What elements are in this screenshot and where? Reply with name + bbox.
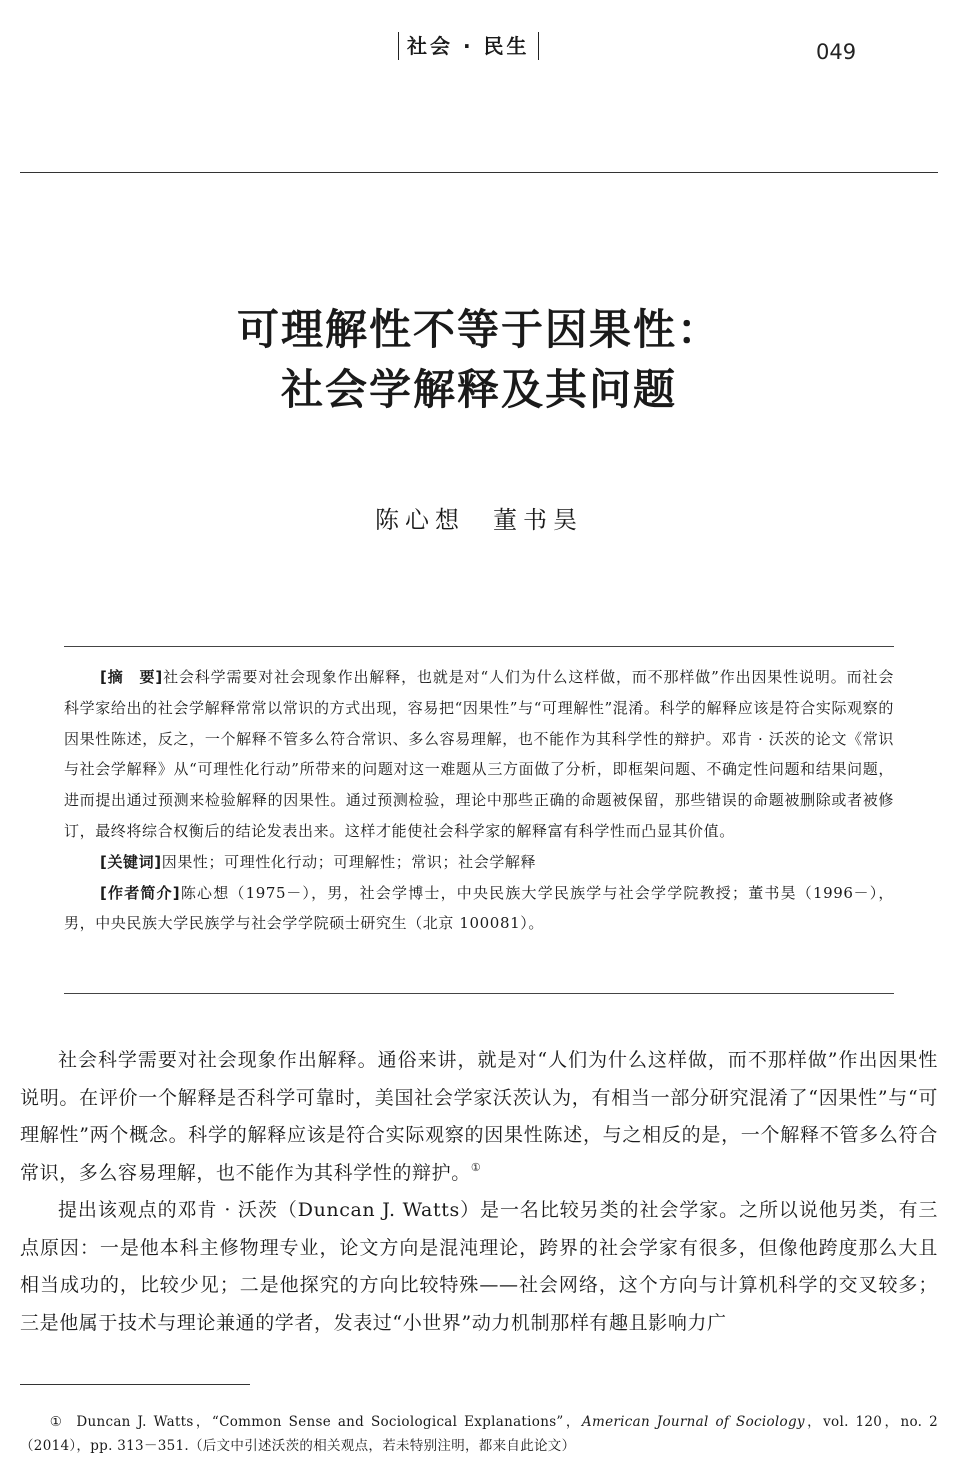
- author-2: 董书昊: [493, 506, 583, 534]
- footnote-text-b: ，vol. 120，no. 2（2014），pp. 313－351.（后文中引述沃茨的相关观点，若未特别注明，都来自此论文）: [20, 1414, 938, 1454]
- bio-label: [作者简介]: [100, 883, 181, 902]
- author-list: [0, 500, 958, 535]
- footnote-ref[interactable]: ①: [470, 1160, 482, 1174]
- page-number: 049: [816, 40, 857, 64]
- bio-text: 陈心想（1975－），男，社会学博士，中央民族大学民族学与社会学学院教授；董书昊（1996－），男，中央民族大学民族学与社会学学院硕士研究生（北京 100081）。: [64, 883, 895, 933]
- footnote-rule: [20, 1384, 250, 1385]
- keywords-line: [64, 847, 894, 878]
- author-1: 陈心想: [375, 506, 465, 534]
- abstract-paragraph: [64, 662, 894, 847]
- footnote-paragraph: [20, 1410, 938, 1458]
- keywords-label: [关键词]: [100, 852, 162, 871]
- footnote-journal: American Journal of Sociology: [581, 1414, 805, 1430]
- body-paragraph-2: [20, 1192, 938, 1342]
- title-line-2: 社会学解释及其问题: [280, 365, 677, 414]
- title-line-1: 可理解性不等于因果性：: [236, 305, 721, 354]
- body-paragraph-1: [20, 1042, 938, 1192]
- column-tag: 社会 · 民生: [398, 32, 539, 60]
- footnote: [20, 1410, 938, 1458]
- footnote-text-a: Duncan J. Watts，“Common Sense and Sociological Explanations”，: [76, 1414, 582, 1430]
- body-text-2: 提出该观点的邓肯 · 沃茨（Duncan J. Watts）是一名比较另类的社会学家。之所以说他另类，有三点原因：一是他本科主修物理专业，论文方向是混沌理论，跨界的社会学家有很多，但像他跨度那么大且相当成功的，比较少见；二是他探究的方向比较特殊——社会网络，这个方向与计算机科学的交叉较多；三是他属于技术与理论兼通的学者，发表过“小世界”动力机制那样有趣且影响力广: [20, 1199, 938, 1334]
- abstract-text: 社会科学需要对社会现象作出解释，也就是对“人们为什么这样做，而不那样做”作出因果性说明。而社会科学家给出的社会学解释常常以常识的方式出现，容易把“因果性”与“可理解性”混淆。科学的解释应该是符合实际观察的因果性陈述，反之，一个解释不管多么符合常识、多么容易理解，也不能作为其科学性的辩护。邓肯 · 沃茨的论文《常识与社会学解释》从“可理性化行动”所带来的问题对这一难题从三方面做了分析，即框架问题、不确定性问题和结果问题，进而提出通过预测来检验解释的因果性。通过预测检验，理论中那些正确的命题被保留，那些错误的命题被删除或者被修订，最终将综合权衡后的结论发表出来。这样才能使社会科学家的解释富有科学性而凸显其价值。: [64, 668, 894, 840]
- abstract-top-rule: [64, 646, 894, 647]
- article-body: [20, 1042, 938, 1342]
- keywords-text: 因果性；可理性化行动；可理解性；常识；社会学解释: [161, 852, 537, 871]
- footnote-mark: ①: [49, 1414, 65, 1430]
- body-text-1: 社会科学需要对社会现象作出解释。通俗来讲，就是对“人们为什么这样做，而不那样做”作出因果性说明。在评价一个解释是否科学可靠时，美国社会学家沃茨认为，有相当一部分研究混淆了“因果性”与“可理解性”两个概念。科学的解释应该是符合实际观察的因果性陈述，与之相反的是，一个解释不管多么符合常识，多么容易理解，也不能作为其科学性的辩护。: [20, 1049, 938, 1184]
- header-divider: [20, 172, 938, 173]
- abstract-block: [64, 662, 894, 939]
- author-bio: [64, 878, 894, 940]
- abstract-label: [摘 要]: [100, 668, 163, 686]
- article-title: [0, 300, 958, 420]
- abstract-bottom-rule: [64, 993, 894, 994]
